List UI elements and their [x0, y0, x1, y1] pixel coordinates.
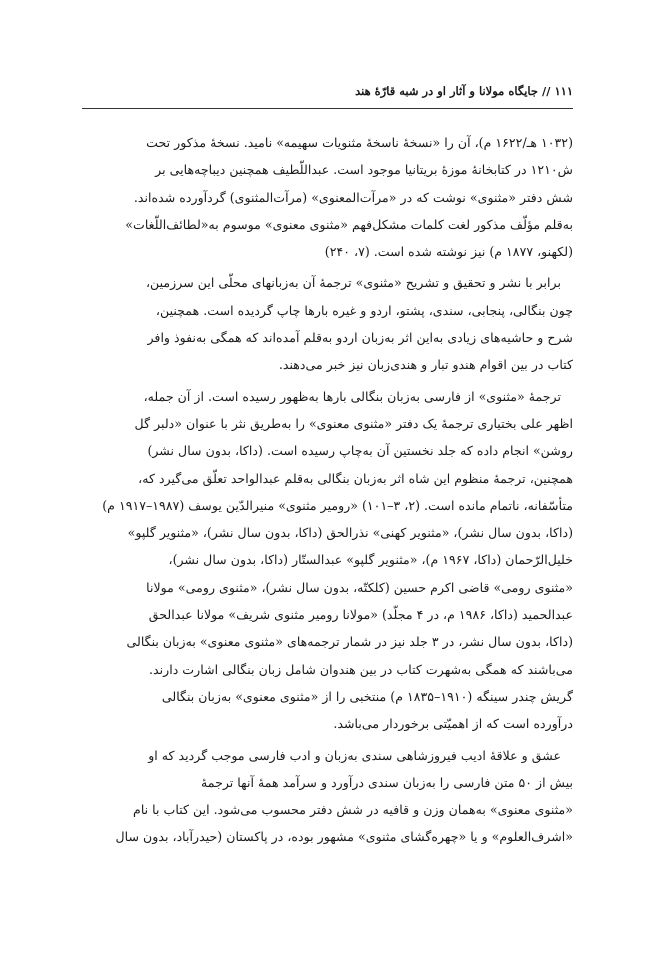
text-line: اظهر علی بختیاری ترجمهٔ یک دفتر «مثنوی معنوی» را به‌طریق نثر با عنوان «دلبر گل	[134, 415, 573, 431]
paragraph	[82, 742, 573, 851]
text-line: گریش چندر سینگه (۱۹۱۰–۱۸۳۵ م) منتخبی را از «مثنوی معنوی» به‌زبان بنگالی	[161, 688, 573, 704]
text-line: خلیل‌الرّحمان (داکا، ۱۹۶۷ م)، «مثنویر گلپو» عبدالستّار (داکا، بدون سال نشر)،	[168, 552, 573, 568]
text-line: «مثنوی رومی» قاضی اکرم حسین (کلکتّه، بدون سال نشر)، «مثنوی رومی» مولانا	[146, 579, 573, 595]
text-line: «اشرف‌العلوم» و یا «چهره‌گشای مثنوی» مشهور بوده، در پاکستان (حیدرآباد، بدون سال	[115, 829, 573, 845]
paragraph	[82, 129, 573, 265]
text-line: عشق و علاقهٔ ادیب فیروزشاهی سندی به‌زبان و ادب فارسی موجب گردید که او	[148, 747, 561, 763]
paragraph	[82, 383, 573, 738]
text-line: «مثنوی معنوی» به‌همان وزن و قافیه در شش دفتر محسوب می‌شود. این کتاب با نام	[133, 802, 573, 818]
text-line: (۱۰۳۲ هـ/۱۶۲۲ م)، آن را «نسخهٔ ناسخهٔ مثنویات سهیمه» نامید. نسخهٔ مذکور تحت	[146, 135, 573, 150]
text-line: کتاب در بین اقوام هندو تبار و هندی‌زبان نیز خبر می‌دهند.	[278, 357, 573, 373]
body-text	[82, 129, 573, 855]
running-header	[82, 78, 573, 109]
text-line: روشن» انجام داده که جلد نخستین آن به‌چاپ رسیده است. (داکا، بدون سال نشر)	[147, 443, 573, 459]
text-line: عبدالحمید (داکا، ۱۹۸۶ م، در ۴ مجلّد) «مولانا رومیر مثنوی شریف» مولانا عبدالحق	[148, 607, 573, 623]
header-separator: //	[542, 84, 551, 98]
text-line: برابر با نشر و تحقیق و تشریح «مثنوی» ترجمهٔ آن به‌زبانهای محلّی این سرزمین،	[145, 275, 561, 291]
text-line: درآورده است که از اهمیّتی برخوردار می‌باشد.	[333, 716, 573, 732]
text-line: می‌باشند که همگی به‌شهرت کتاب در بین هندوان شامل زبان بنگالی اشارت دارند.	[149, 661, 573, 677]
paragraph	[82, 269, 573, 378]
text-line: شش دفتر «مثنوی» نوشت که در «مرآت‌المعنوی» (مرآت‌المثنوی) گردآورده شده‌اند.	[133, 189, 573, 205]
text-line: متأسّفانه، ناتمام مانده است. (۲، ۳–۱۰۱) «رومیر مثنوی» منیرالدّین یوسف (۱۹۸۷–۱۹۱۷ م)	[102, 497, 573, 513]
text-line: شرح و حاشیه‌های زیادی به‌این اثر به‌زبان اردو به‌قلم آمده‌اند که همگی به‌نفوذ وافر	[147, 330, 573, 346]
text-line: (داکا، بدون سال نشر، در ۳ جلد نیز در شمار ترجمه‌های «مثنوی معنوی» به‌زبان بنگالی	[126, 634, 573, 650]
text-line: بیش از ۵۰ متن فارسی را به‌زبان سندی درآورد و سرآمد همهٔ آنها ترجمهٔ	[201, 774, 573, 790]
page-number: ۱۱۱	[554, 84, 573, 98]
text-line: به‌قلم مؤلّف مذکور لغت کلمات مشکل‌فهم «مثنوی معنوی» موسوم به«لطائف‌اللّغات»	[125, 216, 573, 232]
text-line: همچنین، ترجمهٔ منظوم این شاه اثر به‌زبان بنگالی به‌قلم عبدالواحد تعلّق می‌گیرد که،	[138, 470, 573, 486]
text-line: چون بنگالی، پنجابی، سندی، پشتو، اردو و غیره بارها چاپ گردیده است. همچنین،	[155, 302, 573, 318]
text-line: ش۱۲۱۰ در کتابخانهٔ موزهٔ بریتانیا موجود است. عبداللّطیف همچنین دیباچه‌هایی بر	[155, 162, 573, 178]
header-text	[355, 84, 573, 98]
text-line: ترجمهٔ «مثنوی» از فارسی به‌زبان بنگالی بارها به‌ظهور رسیده است. از آن جمله،	[143, 388, 561, 404]
text-line: (داکا، بدون سال نشر)، «مثنویر کهنی» نذرالحق (داکا، بدون سال نشر)، «مثنویر گلپو»	[127, 525, 573, 541]
running-title: جایگاه مولانا و آثار او در شبه قارّهٔ هند	[355, 84, 539, 98]
text-line: (لکهنو، ۱۸۷۷ م) نیز نوشته شده است. (۷، ۲۴۰)	[324, 244, 573, 260]
